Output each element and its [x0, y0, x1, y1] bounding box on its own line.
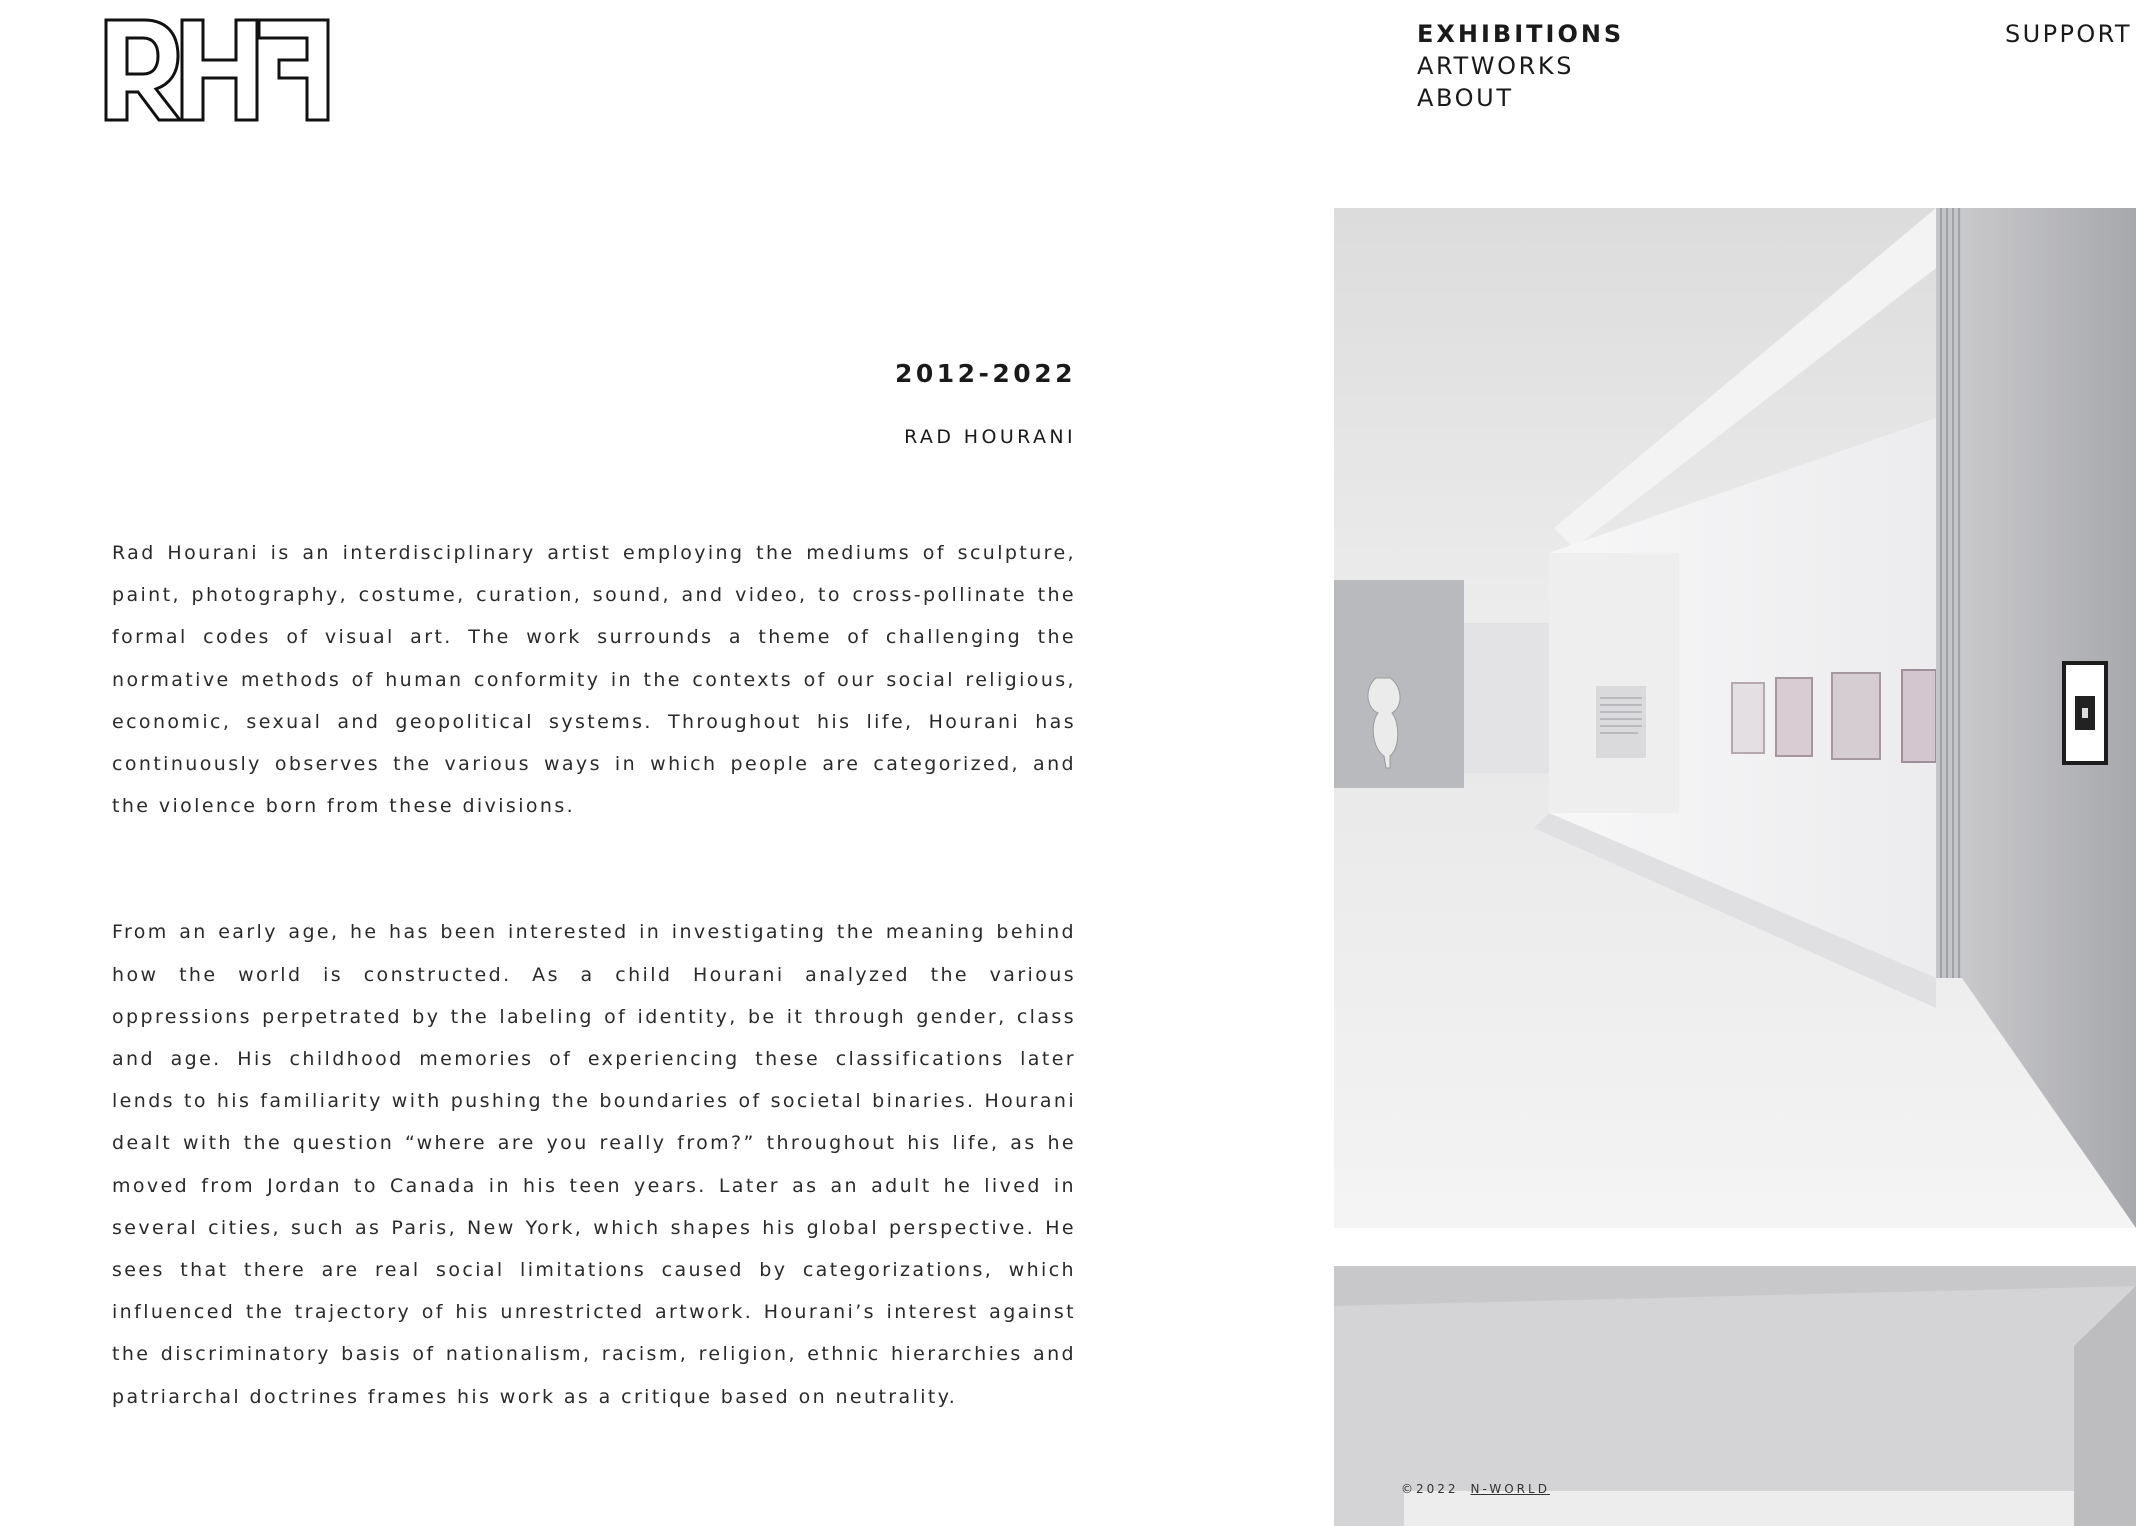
n-world-link[interactable]: N-WORLD	[1470, 1482, 1550, 1496]
nav-about[interactable]: ABOUT	[1417, 84, 1514, 112]
nav-exhibitions[interactable]: EXHIBITIONS	[1417, 20, 1625, 48]
exhibition-years: 2012-2022	[894, 359, 1076, 388]
main-nav	[1417, 20, 1624, 112]
artist-name: RAD HOURANI	[904, 426, 1076, 448]
support-link[interactable]: SUPPORT	[2004, 20, 2132, 48]
gallery-render-image[interactable]	[1334, 208, 2136, 1228]
nav-artworks[interactable]: ARTWORKS	[1417, 52, 1575, 80]
rhf-logo[interactable]	[104, 18, 330, 122]
bio-paragraph-1: Rad Hourani is an interdisciplinary artist employing the mediums of sculpture, paint, photography, costume, curation, sound, and video, to cross-pollinate the formal codes of visual art. The work surrounds a theme of challenging the normative methods of human conformity in the contexts of our social religious, economic, sexual and geopolitical systems. Throughout his life, Hourani has continuously observes the various ways in which people are categorized, and the violence born from these divisions.	[112, 542, 1076, 818]
footer	[1401, 1481, 1550, 1497]
bio-paragraph-2: From an early age, he has been interested in investigating the meaning behind how the world is constructed. As a child Hourani analyzed the various oppressions perpetrated by the labeling of identity, be it through gender, class and age. His childhood memories of experiencing these classifications later lends to his familiarity with pushing the boundaries of societal binaries. Hourani dealt with the question “where are you really from?” throughout his life, as he moved from Jordan to Canada in his teen years. Later as an adult he lived in several cities, such as Paris, New York, which shapes his global perspective. He sees that there are real social limitations caused by categorizations, which influenced the trajectory of his unrestricted artwork. Hourani’s interest against the discriminatory basis of nationalism, racism, religion, ethnic hierarchies and patriarchal doctrines frames his work as a critique based on neutrality.	[112, 921, 1076, 1408]
exhibition-description	[112, 358, 1076, 1418]
gallery-images	[1334, 208, 2136, 1526]
copyright-text: ©2022	[1401, 1482, 1459, 1496]
